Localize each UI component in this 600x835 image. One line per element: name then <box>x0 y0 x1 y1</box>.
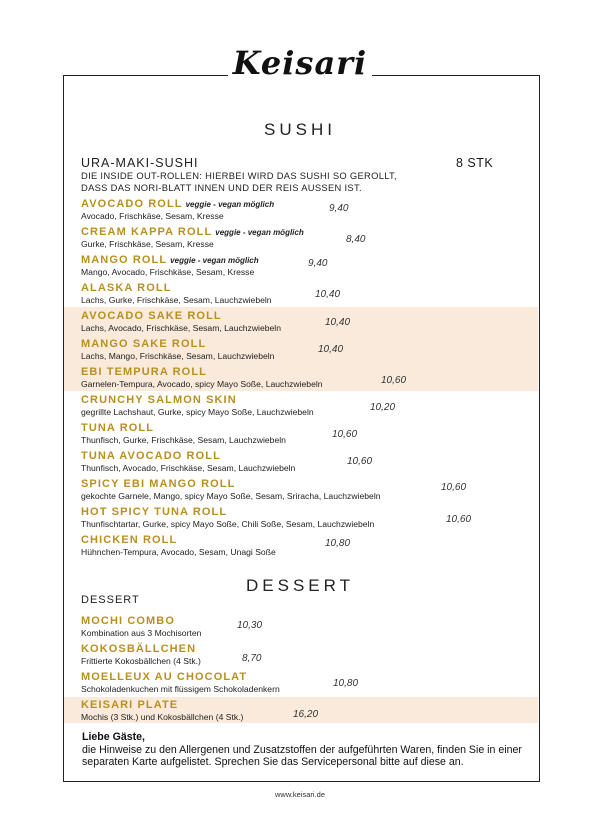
item-price: 10,40 <box>315 289 341 300</box>
item-name: MOELLEUX AU CHOCOLAT <box>81 671 248 683</box>
menu-item <box>81 450 295 478</box>
dessert-category-title: DESSERT <box>81 594 140 606</box>
menu-item <box>81 615 201 643</box>
menu-item <box>81 226 304 254</box>
explanation-line: DASS DAS NORI-BLATT INNEN UND DER REIS AUSSEN IST. <box>81 181 362 193</box>
item-price: 10,60 <box>381 375 407 386</box>
item-name: KEISARI PLATE <box>81 699 179 711</box>
item-description: Lachs, Gurke, Frischkäse, Sesam, Lauchzwiebeln <box>81 295 272 305</box>
item-name: SPICY EBI MANGO ROLL <box>81 478 236 490</box>
item-description: Mochis (3 Stk.) und Kokosbällchen (4 Stk.) <box>81 712 244 722</box>
item-price: 10,60 <box>332 429 358 440</box>
item-price: 10,60 <box>441 482 467 493</box>
item-description: Thunfischtartar, Gurke, spicy Mayo Soße, Chili Soße, Sesam, Lauchzwiebeln <box>81 519 375 529</box>
explanation-line: DIE INSIDE OUT-ROLLEN: HIERBEI WIRD DAS SUSHI SO GEROLLT, <box>81 170 397 181</box>
menu-item <box>81 310 281 338</box>
allergen-notice <box>82 731 522 769</box>
item-price: 10,60 <box>446 514 472 525</box>
item-name: AVOCADO ROLL <box>81 198 183 210</box>
item-price: 10,80 <box>325 538 351 549</box>
item-description: gegrillte Lachshaut, Gurke, spicy Mayo Soße, Lauchzwiebeln <box>81 407 314 417</box>
menu-item <box>81 394 314 422</box>
item-price: 10,40 <box>325 317 351 328</box>
menu-item <box>81 254 259 282</box>
item-description: Thunfisch, Gurke, Frischkäse, Sesam, Lauchzwiebeln <box>81 435 286 445</box>
item-price: 10,60 <box>347 456 373 467</box>
menu-item <box>81 534 276 562</box>
website-link[interactable]: www.keisari.de <box>274 790 326 799</box>
pieces-count: 8 STK <box>456 156 494 170</box>
item-note: veggie - vegan möglich <box>170 256 259 265</box>
sushi-section-title: SUSHI <box>264 120 336 139</box>
dessert-section-title: DESSERT <box>246 576 354 595</box>
sushi-category-title: URA-MAKI-SUSHI <box>81 156 199 170</box>
menu-item <box>81 506 374 534</box>
item-price: 10,80 <box>333 678 359 689</box>
menu-item <box>81 671 280 699</box>
menu-item <box>81 366 323 394</box>
item-note: veggie - vegan möglich <box>185 200 275 209</box>
item-name: MANGO ROLL <box>81 254 168 266</box>
item-price: 10,30 <box>237 620 263 631</box>
menu-item <box>81 198 274 226</box>
item-name: CREAM KAPPA ROLL <box>81 226 213 238</box>
item-name: CRUNCHY SALMON SKIN <box>81 394 237 406</box>
item-name: HOT SPICY TUNA ROLL <box>81 506 228 518</box>
menu-item <box>81 478 381 506</box>
item-name: MOCHI COMBO <box>81 615 175 627</box>
item-description: Gurke, Frischkäse, Sesam, Kresse <box>81 239 214 249</box>
item-name: ALASKA ROLL <box>81 282 172 294</box>
item-description: Frittierte Kokosbällchen (4 Stk.) <box>81 656 201 666</box>
notice-text: die Hinweise zu den Allergenen und Zusatzstoffen der aufgeführten Waren, finden Sie in einer separaten Karte aufgelistet. Sprechen Sie das Servicepersonal bitte auf diese an. <box>82 743 522 768</box>
item-description: gekochte Garnele, Mango, spicy Mayo Soße, Sesam, Sriracha, Lauchzwiebeln <box>81 491 381 501</box>
menu-item <box>81 282 272 310</box>
item-description: Garnelen-Tempura, Avocado, spicy Mayo Soße, Lauchzwiebeln <box>81 379 323 389</box>
item-description: Kombination aus 3 Mochisorten <box>81 628 202 638</box>
item-price: 9,40 <box>329 203 349 214</box>
item-description: Thunfisch, Avocado, Frischkäse, Sesam, Lauchzwiebeln <box>81 463 296 473</box>
menu-item <box>81 699 243 727</box>
item-price: 8,40 <box>346 234 366 245</box>
item-name: TUNA AVOCADO ROLL <box>81 450 221 462</box>
item-description: Lachs, Avocado, Frischkäse, Sesam, Lauchzwiebeln <box>81 323 281 333</box>
item-price: 9,40 <box>308 258 328 269</box>
category-explanation <box>81 170 521 193</box>
item-price: 8,70 <box>242 653 262 664</box>
item-description: Avocado, Frischkäse, Sesam, Kresse <box>81 211 224 221</box>
notice-heading: Liebe Gäste, <box>82 731 145 743</box>
item-price: 10,40 <box>318 344 344 355</box>
item-name: KOKOSBÄLLCHEN <box>81 643 197 655</box>
menu-item <box>81 338 274 366</box>
item-name: TUNA ROLL <box>81 422 155 434</box>
menu-item <box>81 422 286 450</box>
item-price: 10,20 <box>370 402 396 413</box>
item-name: MANGO SAKE ROLL <box>81 338 207 350</box>
item-note: veggie - vegan möglich <box>215 228 304 237</box>
item-description: Schokoladenkuchen mit flüssigem Schokoladenkern <box>81 684 280 694</box>
item-description: Mango, Avocado, Frischkäse, Sesam, Kresse <box>81 267 255 277</box>
item-name: CHICKEN ROLL <box>81 534 178 546</box>
item-description: Lachs, Mango, Frischkäse, Sesam, Lauchzwiebeln <box>81 351 275 361</box>
item-description: Hühnchen-Tempura, Avocado, Sesam, Unagi Soße <box>81 547 276 557</box>
menu-item <box>81 643 201 671</box>
item-price: 16,20 <box>293 709 319 720</box>
brand-logo: Keisari <box>232 44 368 82</box>
item-name: AVOCADO SAKE ROLL <box>81 310 222 322</box>
item-name: EBI TEMPURA ROLL <box>81 366 207 378</box>
